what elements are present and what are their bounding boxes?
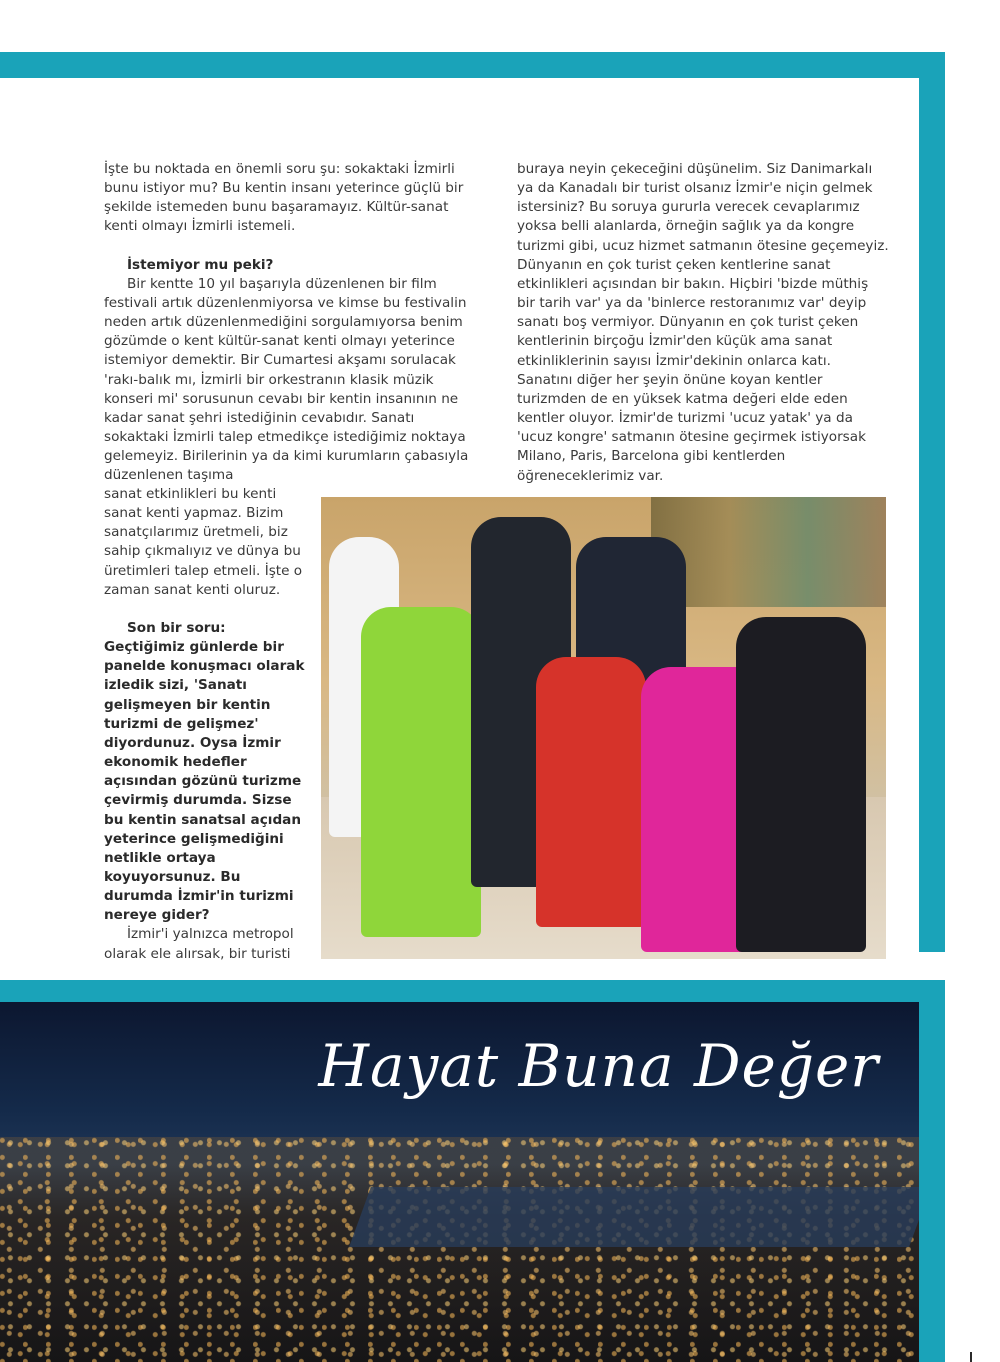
paragraph-intro: İşte bu noktada en önemli soru şu: sokaktaki İzmirli bunu istiyor mu? Bu kentin insanı yeterince güçlü bir şekilde istemeden bunu başaramayız. Kültür-sanat kenti olmayı İzmirli istemeli. bbox=[104, 161, 464, 235]
wall-mural bbox=[651, 497, 886, 607]
banner-title: Hayat Buna Değer bbox=[318, 1032, 879, 1100]
green-costume-figure bbox=[361, 607, 481, 937]
bottom-accent-bar bbox=[0, 980, 945, 1002]
right-accent-rule-bottom bbox=[919, 980, 945, 1362]
top-accent-bar bbox=[0, 52, 945, 78]
page-marker bbox=[970, 1352, 972, 1362]
right-text-column bbox=[517, 160, 889, 486]
paragraph-tourism: buraya neyin çekeceğini düşünelim. Siz Danimarkalı ya da Kanadalı bir turist olsanız İzmir'e niçin gelmek istersiniz? Bu soruya gururla verecek cevaplarımız yoksa belli alanlarda, örneğin sağlık ya da kongre turizmi gibi, ucuz hizmet satmanın ötesine geçemeyiz. Dünyanın en çok turist çeken kentlerine sanat etkinlikleri açısından bir bakın. Hiçbiri 'bizde müthiş bir tarih var' ya da 'binlerce restoranımız var' deyip sanatı boş vermiyor. Dünyanın en çok turist çeken kentlerinin birçoğu İzmir'den küçük ama sanat etkinliklerinin sayısı İzmir'dekinin onlarca katı. Sanatını diğer her şeyin önüne koyan kentler turizmden de en yüksek katma değeri elde eden kentler oluyor. İzmir'de turizmi 'ucuz yatak' ya da 'ucuz kongre' satmanın ötesine geçirmek istiyorsak Milano, Paris, Barcelona gibi kentlerden öğreneceklerimiz var. bbox=[517, 161, 889, 484]
girl-dress-figure bbox=[736, 617, 866, 952]
night-city-photo bbox=[0, 1002, 919, 1362]
event-photo bbox=[321, 497, 886, 959]
left-narrow-text bbox=[104, 485, 309, 964]
city-lights bbox=[0, 1137, 919, 1362]
subheading: İstemiyor mu peki? bbox=[127, 256, 274, 273]
bay-water bbox=[349, 1187, 919, 1247]
paragraph-continued: sanat etkinlikleri bu kenti sanat kenti yapmaz. Bizim sanatçılarımız üretmeli, biz sahip çıkmalıyız ve dünya bu üretimleri talep etmeli. İşte o zaman sanat kenti oluruz. bbox=[104, 486, 303, 598]
left-text-column bbox=[104, 160, 476, 486]
answer-start: İzmir'i yalnızca metropol olarak ele alırsak, bir turisti bbox=[104, 926, 294, 962]
boy-red-jacket-figure bbox=[536, 657, 646, 927]
paragraph-festival: Bir kentte 10 yıl başarıyla düzenlenen bir film festivali artık düzenlenmiyorsa ve kimse bu festivalin neden artık düzenlenmediğini sorgulamıyorsa benim gözümde o kent kültür-sanat kenti olmayı yeterince istemiyor demektir. Bir Cumartesi akşamı sorulacak 'rakı-balık mı, İzmirli bir orkestranın klasik müzik konseri mi' sorusunun cevabı bir kentin insanının ne kadar sanat şehri istediğinin cevabıdır. Sanatı sokaktaki İzmirli talep etmedikçe istediğimiz noktaya gelemeyiz. Birilerinin ya da kimi kurumların çabasıyla düzenlenen taşıma bbox=[104, 275, 469, 484]
interview-question: Son bir soru: Geçtiğimiz günlerde bir panelde konuşmacı olarak izledik sizi, 'Sanatı gelişmeyen bir kentin turizmi de gelişmez' diyordunuz. Oysa İzmir ekonomik hedefler açısından gözünü turizme çevirmiş durumda. Sizse bu kentin sanatsal açıdan yeterince gelişmediğini netlikle ortaya koyuyorsunuz. Bu durumda İzmir'in turizmi nereye gider? bbox=[104, 619, 305, 924]
right-accent-rule bbox=[919, 52, 945, 952]
